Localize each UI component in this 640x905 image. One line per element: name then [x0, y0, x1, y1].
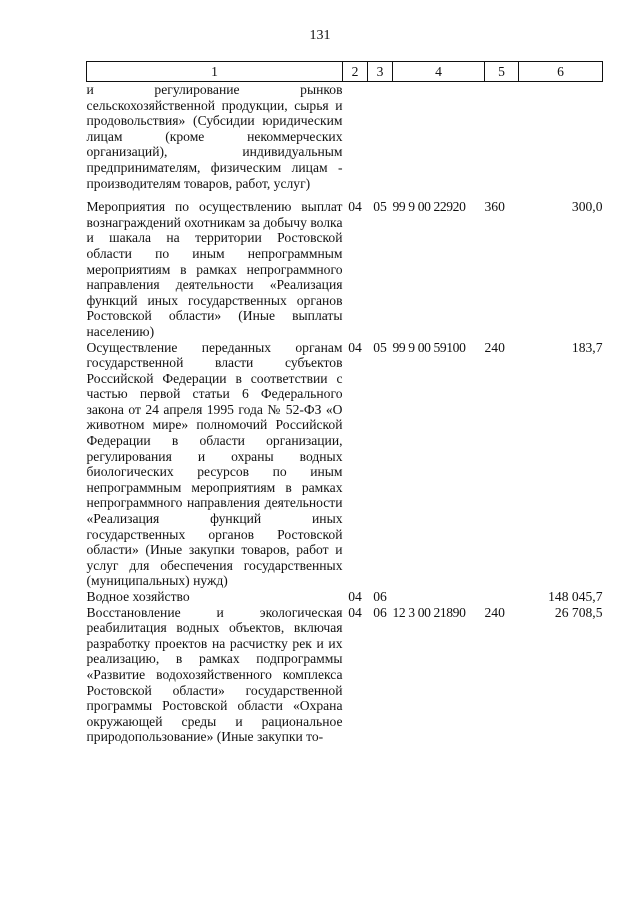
header-col-1: 1: [87, 62, 343, 82]
table-row: [87, 82, 603, 200]
header-col-5: 5: [485, 62, 519, 82]
row-expense-type: [485, 589, 519, 605]
row-subsection: 06: [373, 589, 387, 604]
row-expense-type: 240: [484, 339, 505, 355]
row-target-article: [393, 82, 485, 200]
table-row: [87, 199, 603, 339]
row-description: Осуществление переданных органам государственной власти субъектов Российской Федерации в соответствии с частью первой статьи 6 Федерального закона от 24 апреля 1995 года № 52-ФЗ «О животном мире» полномочий Российской Федерации в области организации, регулирования и охраны водных биологических ресурсов по иным непрограммным мероприятиям в рамках непрограммного направления деятельности «Реализация функций иных государственных органов Ростовской области» (Иные закупки товаров, работ и услуг для обеспечения государственных (муниципальных) нужд): [86, 339, 343, 589]
page-number: 131: [309, 28, 331, 43]
row-expense-type: 360: [484, 199, 505, 215]
header-row: [87, 62, 603, 82]
row-section: 04: [348, 589, 362, 604]
row-subsection: 06: [373, 604, 387, 620]
header-col-2: 2: [343, 62, 368, 82]
row-section: [343, 82, 368, 200]
row-amount: 183,7: [571, 339, 603, 355]
table-row: [87, 340, 603, 590]
row-amount: 148 045,7: [548, 589, 603, 604]
header-col-4: 4: [393, 62, 485, 82]
table-row: [87, 605, 603, 745]
row-description: Восстановление и экологическая реабилитация водных объектов, включая разработку проектов на расчистку рек и их реализацию, в рамках подпрограммы «Развитие водохозяйственного комплекса Ростовской области» государственной программы Ростовской области «Охрана окружающей среды и рациональное природопользование» (Иные закупки то-: [86, 604, 343, 745]
row-amount: 26 708,5: [554, 604, 603, 620]
row-description: Водное хозяйство: [86, 589, 190, 604]
budget-table: [86, 61, 603, 745]
row-amount: [519, 82, 603, 200]
row-section: 04: [348, 339, 362, 355]
row-target-article: 12 3 00 21890: [392, 604, 466, 620]
row-subsection: [368, 82, 393, 200]
row-description: и регулирование рынков сельскохозяйственной продукции, сырья и продовольствия» (Субсидии юридическим лицам (кроме некоммерческих организаций), индивидуальным предпринимателям, физическим лицам - производителям товаров, работ, услуг): [86, 82, 343, 191]
row-description: Мероприятия по осуществлению выплат вознаграждений охотникам за добычу волка и шакала на территории Ростовской области по иным непрограммным мероприятиям в рамках непрограммного направления деятельности «Реализация функций иных государственных органов Ростовской области» (Иные выплаты населению): [86, 199, 343, 339]
row-section: 04: [348, 604, 362, 620]
header-col-6: 6: [519, 62, 603, 82]
header-col-3: 3: [368, 62, 393, 82]
row-target-article: 99 9 00 59100: [392, 339, 466, 355]
table-row: [87, 589, 603, 605]
row-target-article: 99 9 00 22920: [392, 199, 466, 215]
row-subsection: 05: [373, 199, 387, 215]
row-subsection: 05: [373, 339, 387, 355]
row-expense-type: 240: [484, 604, 505, 620]
row-section: 04: [348, 199, 362, 215]
row-amount: 300,0: [571, 199, 603, 215]
row-expense-type: [485, 82, 519, 200]
row-target-article: [393, 589, 485, 605]
